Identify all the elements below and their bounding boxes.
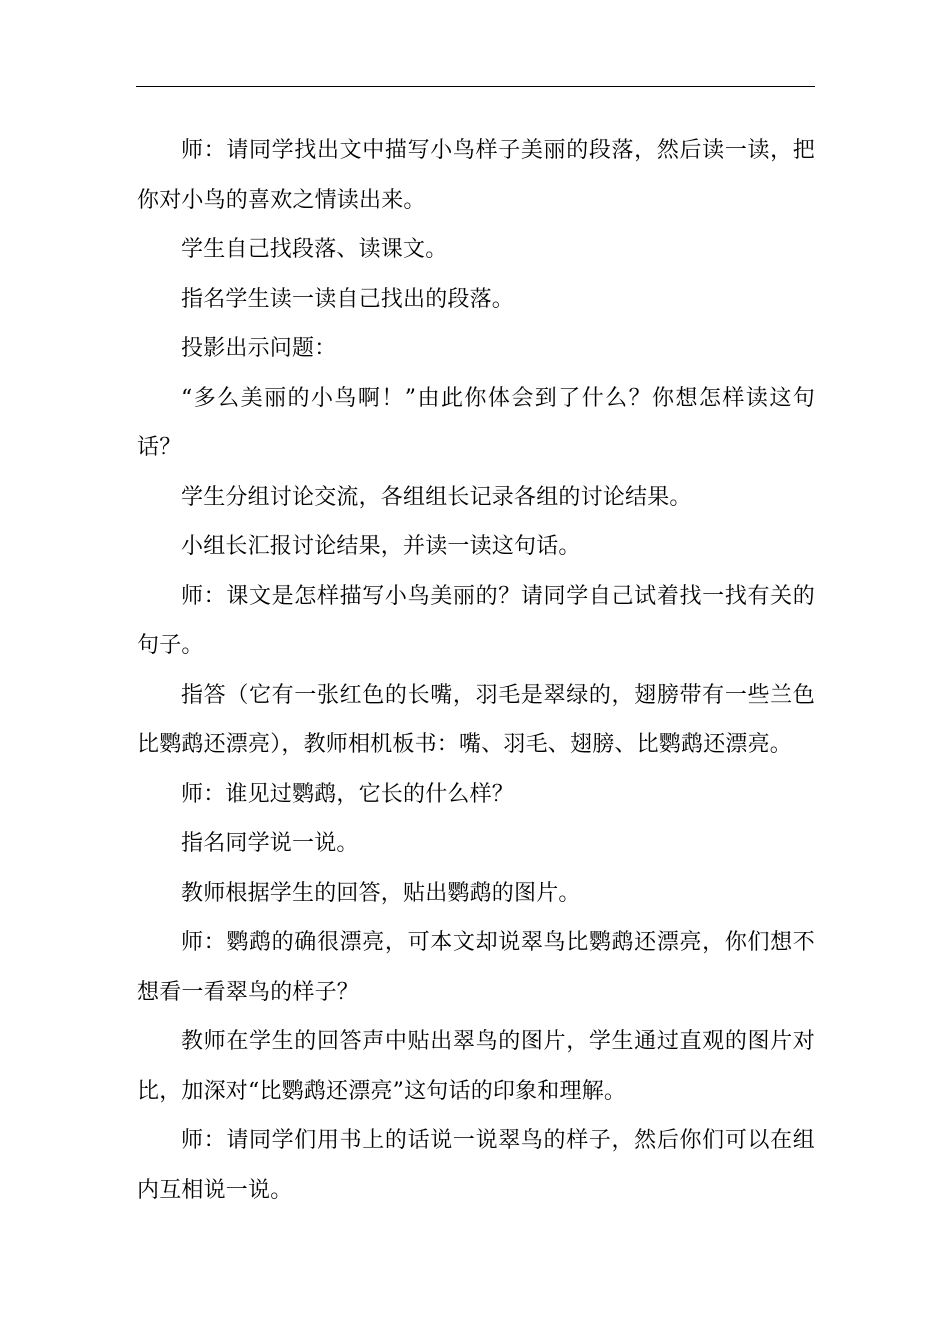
paragraph: 指答（它有一张红色的长嘴，羽毛是翠绿的，翅膀带有一些兰色比鹦鹉还漂亮），教师相机板书：嘴、羽毛、翅膀、比鹦鹉还漂亮。 [137,682,815,757]
paragraph: 教师根据学生的回答，贴出鹦鹉的图片。 [181,880,581,906]
header-rule [136,86,815,87]
paragraph: 师：课文是怎样描写小鸟美丽的？请同学自己试着找一找有关的句子。 [137,583,815,658]
paragraph: 投影出示问题： [181,336,337,361]
paragraph: 学生自己找段落、读课文。 [181,237,448,262]
paragraph: 学生分组讨论交流，各组组长记录各组的讨论结果。 [181,484,692,510]
paragraph: 指名同学说一说。 [181,831,359,856]
paragraph: 指名学生读一读自己找出的段落。 [181,286,515,312]
paragraph: 师：请同学们用书上的话说一说翠鸟的样子，然后你们可以在组内互相说一说。 [137,1128,815,1203]
paragraph: “多么美丽的小鸟啊！”由此你体会到了什么？你想怎样读这句话？ [137,385,815,460]
body-text [137,126,815,1215]
paragraph: 小组长汇报讨论结果，并读一读这句话。 [181,534,581,559]
paragraph: 师：鹦鹉的确很漂亮，可本文却说翠鸟比鹦鹉还漂亮，你们想不想看一看翠鸟的样子？ [137,930,815,1005]
paragraph: 师：谁见过鹦鹉，它长的什么样？ [181,781,515,807]
paragraph: 教师在学生的回答声中贴出翠鸟的图片，学生通过直观的图片对比，加深对“比鹦鹉还漂亮”这句话的印象和理解。 [137,1029,815,1104]
paragraph: 师：请同学找出文中描写小鸟样子美丽的段落，然后读一读，把你对小鸟的喜欢之情读出来。 [137,138,815,213]
